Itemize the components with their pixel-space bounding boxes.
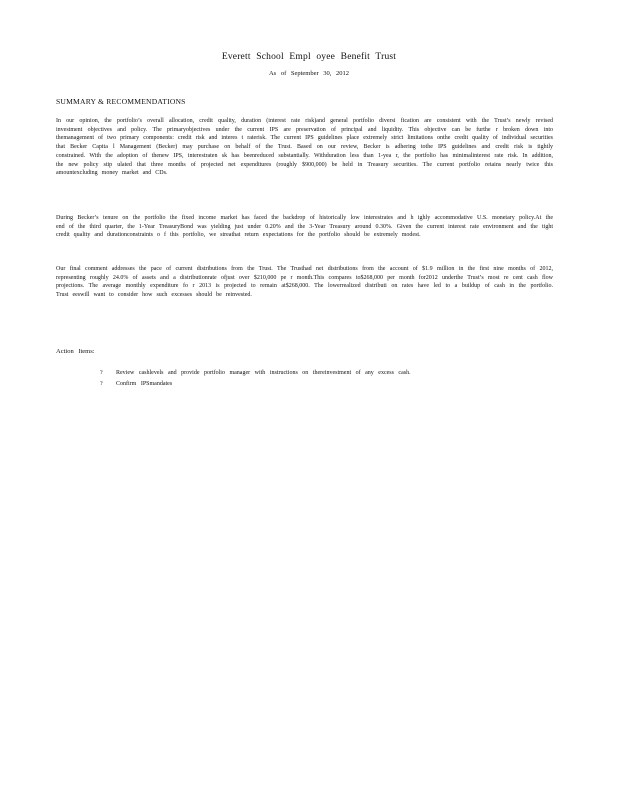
paragraph-distributions: Our final comment addresses the pace of current distributions from the Trust. The Trusthad net distributions from the account of $1.9 million in the first nine months of 2012, representing roughly 24.0% of assets and a distributionrate ofjust over $210,000 pe r month.This compares to$268,000 per month for2012 underthe Trust’s most re cent cash flow projections. The average monthly expenditure fo r 2013 is projected to remain at$268,000. The lowerrealized distributi on rates have led to a buildup of cash in the portfolio. Trust eeswill want to consider how such excesses should be reinvested. — [56, 266, 553, 299]
bullet-glyph: ? — [100, 370, 103, 376]
list-item — [100, 379, 540, 390]
document-title: Everett School Empl oyee Benefit Trust — [221, 52, 397, 62]
action-items-list — [100, 368, 540, 390]
bullet-glyph: ? — [100, 381, 103, 387]
as-of-date: As of September 30, 2012 — [268, 70, 350, 77]
list-item — [100, 368, 540, 379]
action-item-text: Confirm IPSmandates — [116, 381, 173, 387]
section-heading: SUMMARY & RECOMMENDATIONS — [56, 97, 186, 106]
action-item-text: Review cashlevels and provide portfolio manager with instructions on thereinvestment of any excess cash. — [116, 370, 411, 376]
paragraph-market: During Becker’s tenure on the portfolio the fixed income market has faced the backdrop of historically low interestrates and h ighly accommodative U.S. monetary policy.At the end of the third quarter, the 1-Year TreasuryBond was yielding just under 0.20% and the 3-Year Treasury around 0.30%. Given the current interest rate environment and the tight credit quality and durationconstraints o f this portfolio, we streathat return expectations for the portfolio should be extremely modest. — [56, 215, 553, 239]
action-items-label: Action Items: — [56, 348, 95, 355]
paragraph-allocation: In our opinion, the portfolio’s overall allocation, credit quality, duration (interest rate risk)and general portfolio diversi fication are consistent with the Trust’s newly revised investment objectives and policy. The primaryobjectives under the current IPS are preservation of principal and liquidity. This objective can be furthe r broken down into themanagement of two primary components: credit risk and interes t raterisk. The current IPS guidelines place extremely strict limitations onthe credit quality of individual securities that Becker Capita l Management (Becker) may purchase on behalf of the Trust. Based on our review, Becker is adhering tothe IPS guidelines and credit risk is tightly constrained. With the adoption of thenew IPS, interestraten sk has beenreduced substantially. Withduration less than 1-yea r, the portfolio has minimalinterest rate risk. In addition, the new policy stip ulated that three months of projected net expenditures (roughly $900,000) be held in Treasury securities. The current portfolio retains nearly twice this amountexcluding money market and CDs. — [56, 118, 553, 177]
